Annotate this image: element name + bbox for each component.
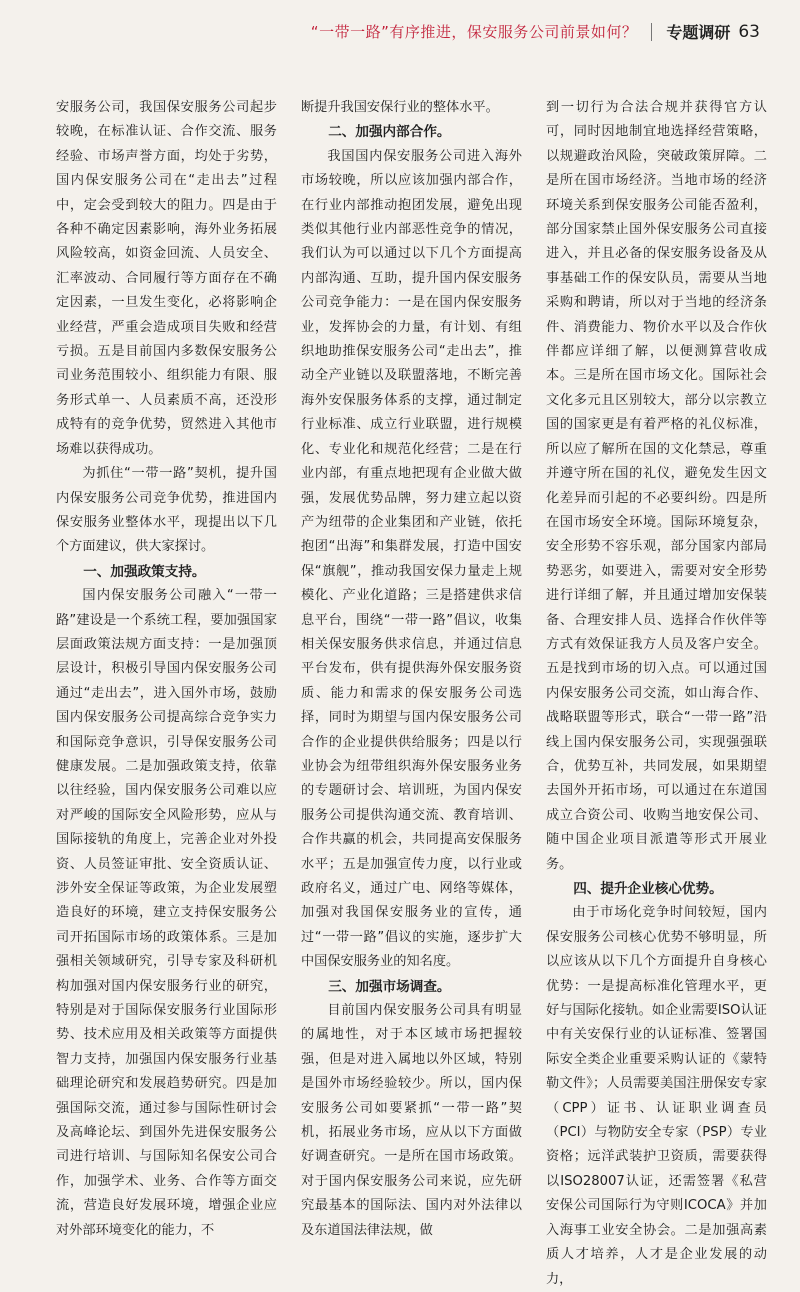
paragraph: 我国国内保安服务公司进入海外市场较晚，所以应该加强内部合作，在行业内部推动抱团发展，避免出现类似其他行业内部恶性竞争的情况，我们认为可以通过以下几个方面提高内部沟通、互助，提升国内保安服务公司竞争能力：一是在国内保安服务业，发挥协会的力量，有计划、有组织地助推保安服务公司“走出去”，推动全产业链以及联盟落地，不断完善海外安保服务体系的支撑，通过制定行业标准、成立行业联盟，进行规模化、专业化和规范化经营；二是在行业内部，有重点地把现有企业做大做强，发展优势品牌，努力建立起以资产为纽带的企业集团和产业链，依托抱团“出海”和集群发展，打造中国安保“旗舰”，推动我国安保力量走上规模化、产业化道路；三是搭建供求信息平台，围绕“一带一路”倡议，收集相关保安服务供求信息，并通过信息平台发布，供有提供海外保安服务资质、能力和需求的保安服务公司选择，同时为期望与国内保安服务公司合作的企业提供供给服务；四是以行业协会为纽带组织海外保安服务业务的专题研讨会、培训班，为国内保安服务公司提供沟通交流、教育培训、合作共赢的机会，共同提高安保服务水平；五是加强宣传力度，以行业或政府名义，通过广电、网络等媒体，加强对我国保安服务业的宣传，通过“一带一路”倡议的实施，逐步扩大中国保安服务业的知名度。: [301, 148, 522, 970]
section-heading: 四、提升企业核心优势。: [573, 881, 723, 897]
column-2: [301, 96, 522, 1238]
page-number: 63: [738, 21, 760, 42]
section-heading: 三、加强市场调查。: [328, 978, 451, 995]
column-1: [56, 96, 277, 1238]
paragraph: 到一切行为合法合规并获得官方认可，同时因地制宜地选择经营策略，以规避政治风险，突破政策屏障。二是所在国市场经济。当地市场的经济环境关系到保安服务公司能否盈利，部分国家禁止国外保安服务公司直接进入，并且必备的保安服务设备及从事基础工作的保安队员，需要从当地采购和聘请，所以对于当地的经济条件、消费能力、物价水平以及合作伙伴都应详细了解，以便测算营收成本。三是所在国市场文化。国际社会文化多元且区别较大，部分以宗教立国的国家更是有着严格的礼仪标准，所以应了解所在国的文化禁忌，尊重并遵守所在国的礼仪，避免发生因文化差异而引起的不必要纠纷。四是所在国市场安全环境。国际环境复杂，安全形势不容乐观，部分国家内部局势恶劣，如要进入，需要对安全形势进行详细了解，并且通过增加安保装备、合理安排人员、选择合作伙伴等方式有效保证我方人员及客户安全。五是找到市场的切入点。可以通过国内保安服务公司交流，如山海合作、战略联盟等形式，联合“一带一路”沿线上国内保安服务公司，实现强强联合，优势互补，共同发展，如果期望去国外开拓市场，可以通过在东道国成立合资公司、收购当地安保公司、随中国企业项目派遣等形式开展业务。: [546, 100, 767, 872]
page-header: [311, 20, 760, 43]
paragraph: 由于市场化竞争时间较短，国内保安服务公司核心优势不够明显，所以应该从以下几个方面提升自身核心优势：一是提高标准化管理水平，更好与国际化接轨。如企业需要ISO认证中有关安保行业的认证标准、签署国际安全类企业重要采购认证的《蒙特勒文件》；人员需要美国注册保安专家（CPP）证书、认证职业调查员（PCI）与物防安全专家（PSP）专业资格；远洋武装护卫资质，需要获得以ISO28007认证，还需签署《私营安保公司国际行为守则ICOCA》并加入海事工业安全协会。二是加强高素质人才培养，人才是企业发展的动力，: [546, 905, 767, 1287]
paragraph: 断提升我国安保行业的整体水平。: [301, 100, 499, 115]
header-divider: [651, 23, 652, 41]
section-heading: 二、加强内部合作。: [328, 124, 451, 141]
paragraph: 国内保安服务公司融入“一带一路”建设是一个系统工程，要加强国家层面政策法规方面支持：一是加强顶层设计，积极引导国内保安服务公司通过“走出去”，进入国外市场，鼓励国内保安服务公司提高综合竞争实力和国际竞争意识，引导保安服务公司健康发展。二是加强政策支持，依靠以往经验，国内保安服务公司难以应对严峻的国际安全风险形势，应从与国际接轨的角度上，完善企业对外投资、人员签证审批、安全资质认证、涉外安全保证等政策，为企业发展塑造良好的环境，建立支持保安服务公司开拓国际市场的政策体系。三是加强相关领域研究，引导专家及科研机构加强对国内保安服务行业的研究，特别是对于国际保安服务行业国际形势、技术应用及相关政策等方面提供智力支持，加强国内保安服务行业基础理论研究和发展趋势研究。四是加强国际交流，通过参与国际性研讨会及高峰论坛、到国外先进保安服务公司进行培训、与国际知名保安公司合作，加强学术、业务、合作等方面交流，营造良好发展环境，增强企业应对外部环境变化的能力，不: [56, 588, 277, 1238]
column-3: [546, 96, 767, 1287]
article-body: [56, 96, 768, 1287]
paragraph: 为抓住“一带一路”契机，提升国内保安服务公司竞争优势，推进国内保安服务业整体水平，现提出以下几个方面建议，供大家探讨。: [56, 466, 277, 555]
header-topic: “一带一路”有序推进，保安服务公司前景如何？: [310, 23, 638, 41]
paragraph: 目前国内保安服务公司具有明显的属地性，对于本区域市场把握较强，但是对进入属地以外区域，特别是国外市场经验较少。所以，国内保安服务公司如要紧抓“一带一路”契机，拓展业务市场，应从以下方面做好调查研究。一是所在国市场政策。对于国内保安服务公司来说，应先研究最基本的国际法、国内对外法律以及东道国法律法规，做: [301, 1003, 522, 1238]
header-section: 专题调研: [666, 23, 731, 42]
paragraph: 安服务公司，我国保安服务公司起步较晚，在标准认证、合作交流、服务经验、市场声誉方面，均处于劣势，国内保安服务公司在“走出去”过程中，定会受到较大的阻力。四是由于各种不确定因素影响，海外业务拓展风险较高，如资金回流、人员安全、汇率波动、合同履行等方面存在不确定因素，一旦发生变化，必将影响企业经营，严重会造成项目失败和经营亏损。五是目前国内多数保安服务公司业务范围较小、组织能力有限、服务形式单一、人员素质不高，还没形成特有的竞争优势，贸然进入其他市场难以获得成功。: [56, 100, 277, 457]
section-heading: 一、加强政策支持。: [83, 563, 206, 580]
